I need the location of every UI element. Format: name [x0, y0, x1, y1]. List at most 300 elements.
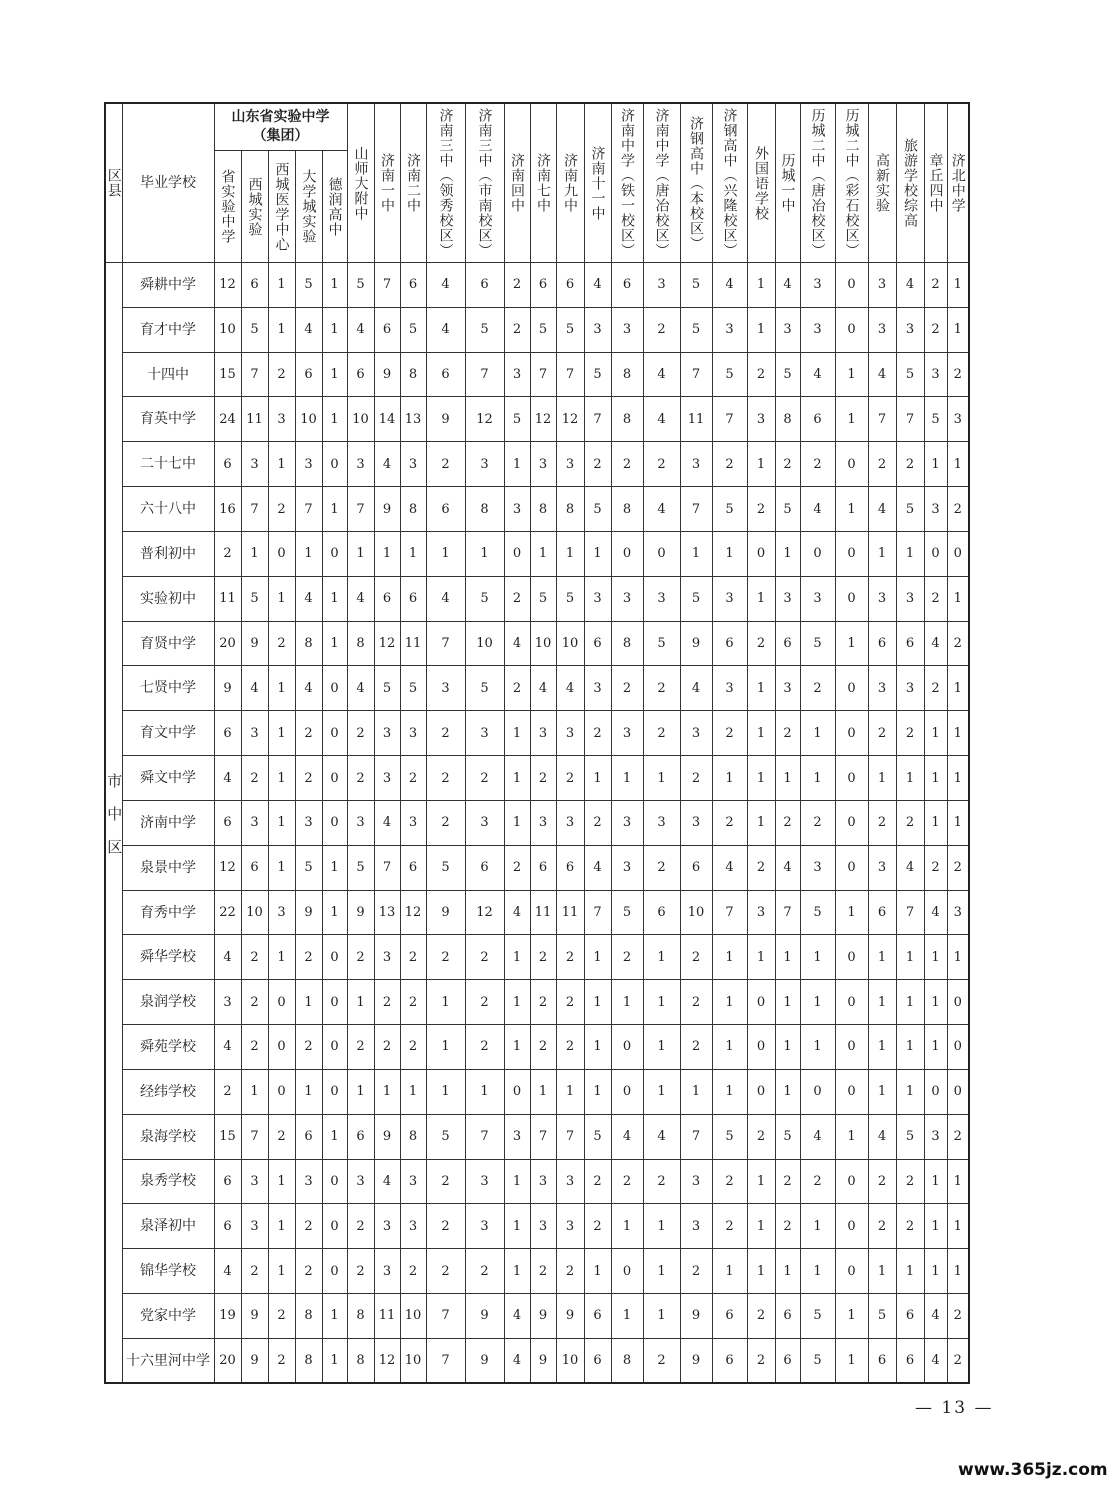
quota-cell: 2: [504, 576, 530, 621]
quota-cell: 0: [835, 756, 868, 801]
quota-cell: 9: [374, 487, 400, 532]
quota-cell: 1: [947, 263, 969, 308]
quota-cell: 6: [400, 576, 426, 621]
quota-cell: 2: [775, 1159, 800, 1204]
quota-cell: 5: [800, 890, 835, 935]
quota-cell: 4: [214, 935, 241, 980]
school-name: 舜文中学: [122, 756, 214, 801]
quota-cell: 6: [530, 263, 556, 308]
quota-cell: 6: [868, 621, 896, 666]
quota-cell: 4: [896, 263, 924, 308]
quota-cell: 19: [214, 1294, 241, 1339]
column-header: 高新实验: [868, 103, 896, 263]
quota-cell: 4: [924, 1294, 947, 1339]
quota-cell: 2: [775, 711, 800, 756]
quota-cell: 2: [747, 487, 775, 532]
group-column-header: 德润高中: [322, 151, 347, 263]
quota-cell: 2: [611, 442, 643, 487]
quota-cell: 3: [680, 1204, 712, 1249]
quota-cell: 7: [712, 890, 747, 935]
quota-cell: 11: [400, 621, 426, 666]
quota-cell: 3: [747, 397, 775, 442]
quota-cell: 8: [400, 487, 426, 532]
quota-cell: 2: [465, 756, 504, 801]
quota-cell: 1: [426, 531, 465, 576]
quota-cell: 1: [374, 531, 400, 576]
quota-cell: 1: [347, 980, 374, 1025]
quota-cell: 4: [426, 576, 465, 621]
group-column-header: 西城实验: [241, 151, 268, 263]
quota-cell: 9: [241, 621, 268, 666]
table-row: [105, 263, 969, 308]
table-row: [105, 1069, 969, 1114]
quota-cell: 6: [584, 1294, 611, 1339]
quota-cell: 4: [504, 890, 530, 935]
quota-cell: 4: [712, 845, 747, 890]
quota-cell: 1: [747, 1159, 775, 1204]
quota-cell: 4: [643, 487, 680, 532]
quota-cell: 7: [295, 487, 322, 532]
quota-cell: 22: [214, 890, 241, 935]
quota-cell: 8: [400, 1114, 426, 1159]
quota-cell: 0: [643, 531, 680, 576]
quota-cell: 1: [400, 1069, 426, 1114]
quota-cell: 6: [374, 576, 400, 621]
quota-cell: 0: [747, 531, 775, 576]
quota-cell: 0: [800, 531, 835, 576]
quota-cell: 0: [268, 531, 295, 576]
table-row: [105, 531, 969, 576]
quota-cell: 2: [584, 1204, 611, 1249]
column-header: 济南中学（铁一校区）: [611, 103, 643, 263]
quota-cell: 4: [868, 1114, 896, 1159]
quota-cell: 12: [400, 890, 426, 935]
quota-cell: 7: [680, 1114, 712, 1159]
quota-cell: 1: [896, 980, 924, 1025]
quota-cell: 8: [400, 352, 426, 397]
quota-cell: 9: [556, 1294, 584, 1339]
quota-cell: 9: [241, 1294, 268, 1339]
quota-cell: 1: [322, 845, 347, 890]
quota-cell: 2: [947, 1114, 969, 1159]
quota-cell: 1: [947, 442, 969, 487]
quota-cell: 9: [347, 890, 374, 935]
quota-cell: 0: [504, 1069, 530, 1114]
quota-cell: 0: [611, 1025, 643, 1070]
quota-cell: 1: [747, 666, 775, 711]
quota-cell: 3: [868, 666, 896, 711]
quota-cell: 9: [465, 1338, 504, 1383]
quota-cell: 3: [347, 442, 374, 487]
quota-cell: 3: [584, 307, 611, 352]
quota-cell: 3: [800, 263, 835, 308]
quota-cell: 2: [374, 1025, 400, 1070]
quota-cell: 2: [268, 1338, 295, 1383]
quota-cell: 7: [775, 890, 800, 935]
quota-cell: 2: [947, 1294, 969, 1339]
quota-cell: 1: [400, 531, 426, 576]
column-header: 济北中学: [947, 103, 969, 263]
quota-cell: 2: [347, 711, 374, 756]
quota-cell: 2: [400, 980, 426, 1025]
quota-cell: 2: [924, 576, 947, 621]
quota-cell: 1: [268, 935, 295, 980]
quota-cell: 13: [400, 397, 426, 442]
quota-cell: 0: [835, 711, 868, 756]
quota-cell: 2: [556, 980, 584, 1025]
quota-cell: 1: [947, 756, 969, 801]
school-name: 十四中: [122, 352, 214, 397]
quota-cell: 1: [465, 531, 504, 576]
quota-cell: 5: [924, 397, 947, 442]
quota-cell: 7: [374, 845, 400, 890]
quota-cell: 3: [924, 487, 947, 532]
quota-cell: 1: [680, 1069, 712, 1114]
quota-cell: 2: [868, 711, 896, 756]
quota-cell: 9: [426, 890, 465, 935]
quota-cell: 12: [530, 397, 556, 442]
quota-cell: 2: [504, 845, 530, 890]
quota-cell: 7: [712, 397, 747, 442]
quota-cell: 1: [680, 531, 712, 576]
quota-cell: 7: [347, 487, 374, 532]
quota-cell: 1: [924, 1159, 947, 1204]
quota-cell: 2: [643, 1338, 680, 1383]
quota-cell: 0: [835, 800, 868, 845]
quota-cell: 2: [465, 935, 504, 980]
quota-cell: 4: [347, 666, 374, 711]
quota-cell: 3: [556, 800, 584, 845]
quota-cell: 4: [775, 263, 800, 308]
quota-cell: 1: [504, 1204, 530, 1249]
group-column-header: 省实验中学: [214, 151, 241, 263]
quota-cell: 7: [530, 1114, 556, 1159]
quota-cell: 2: [712, 1204, 747, 1249]
quota-cell: 4: [374, 800, 400, 845]
quota-cell: 3: [643, 800, 680, 845]
school-name: 育文中学: [122, 711, 214, 756]
quota-cell: 6: [214, 1159, 241, 1204]
quota-cell: 1: [584, 1025, 611, 1070]
quota-cell: 7: [241, 487, 268, 532]
quota-cell: 2: [530, 1249, 556, 1294]
quota-cell: 12: [465, 890, 504, 935]
quota-cell: 4: [295, 307, 322, 352]
quota-cell: 3: [556, 711, 584, 756]
quota-cell: 1: [584, 531, 611, 576]
district-cell: 市中区: [105, 263, 122, 1384]
quota-cell: 2: [611, 935, 643, 980]
quota-cell: 1: [268, 1159, 295, 1204]
quota-cell: 3: [800, 845, 835, 890]
quota-cell: 2: [556, 1025, 584, 1070]
quota-cell: 1: [643, 1249, 680, 1294]
quota-cell: 10: [214, 307, 241, 352]
quota-cell: 1: [868, 756, 896, 801]
quota-cell: 1: [268, 1249, 295, 1294]
quota-cell: 3: [775, 576, 800, 621]
quota-cell: 3: [295, 1159, 322, 1204]
quota-cell: 1: [924, 1025, 947, 1070]
column-header: 济南七中: [530, 103, 556, 263]
quota-cell: 1: [643, 1025, 680, 1070]
quota-cell: 6: [712, 621, 747, 666]
column-header: 历城二中（唐冶校区）: [800, 103, 835, 263]
quota-cell: 2: [775, 442, 800, 487]
quota-cell: 0: [268, 1069, 295, 1114]
quota-cell: 1: [924, 1204, 947, 1249]
quota-cell: 6: [241, 845, 268, 890]
quota-cell: 7: [241, 1114, 268, 1159]
quota-cell: 3: [347, 800, 374, 845]
quota-cell: 2: [556, 756, 584, 801]
quota-cell: 4: [347, 307, 374, 352]
column-header: 济南一中: [374, 103, 400, 263]
quota-cell: 1: [835, 397, 868, 442]
quota-cell: 3: [800, 576, 835, 621]
quota-cell: 5: [896, 487, 924, 532]
quota-cell: 0: [947, 1025, 969, 1070]
quota-cell: 6: [896, 1338, 924, 1383]
quota-cell: 2: [680, 1025, 712, 1070]
quota-cell: 3: [530, 800, 556, 845]
quota-cell: 2: [643, 711, 680, 756]
table-row: [105, 576, 969, 621]
quota-cell: 2: [268, 621, 295, 666]
quota-cell: 1: [775, 935, 800, 980]
quota-cell: 11: [530, 890, 556, 935]
quota-cell: 8: [611, 621, 643, 666]
quota-cell: 4: [800, 352, 835, 397]
quota-cell: 3: [295, 800, 322, 845]
quota-cell: 2: [465, 1249, 504, 1294]
quota-cell: 20: [214, 1338, 241, 1383]
quota-cell: 0: [835, 1069, 868, 1114]
school-name: 舜华学校: [122, 935, 214, 980]
quota-cell: 6: [584, 621, 611, 666]
quota-cell: 6: [400, 263, 426, 308]
quota-cell: 2: [868, 1159, 896, 1204]
quota-cell: 2: [747, 1114, 775, 1159]
quota-cell: 6: [643, 890, 680, 935]
quota-cell: 2: [268, 487, 295, 532]
quota-cell: 2: [747, 845, 775, 890]
quota-cell: 2: [295, 756, 322, 801]
table-row: [105, 756, 969, 801]
column-header: 旅游学校综高: [896, 103, 924, 263]
quota-cell: 1: [947, 1249, 969, 1294]
quota-cell: 7: [465, 1114, 504, 1159]
quota-cell: 3: [426, 666, 465, 711]
quota-cell: 2: [712, 442, 747, 487]
quota-cell: 6: [712, 1338, 747, 1383]
quota-cell: 2: [556, 1249, 584, 1294]
quota-cell: 4: [556, 666, 584, 711]
quota-cell: 3: [374, 1249, 400, 1294]
group-column-header: 大学城实验: [295, 151, 322, 263]
quota-cell: 1: [295, 531, 322, 576]
quota-cell: 6: [556, 845, 584, 890]
quota-cell: 11: [680, 397, 712, 442]
quota-cell: 6: [556, 263, 584, 308]
quota-cell: 2: [712, 1159, 747, 1204]
quota-cell: 6: [374, 307, 400, 352]
quota-cell: 1: [322, 1338, 347, 1383]
quota-cell: 5: [800, 621, 835, 666]
quota-cell: 3: [374, 935, 400, 980]
quota-cell: 12: [465, 397, 504, 442]
quota-cell: 0: [611, 1069, 643, 1114]
quota-cell: 0: [322, 711, 347, 756]
quota-cell: 0: [322, 1159, 347, 1204]
quota-cell: 1: [747, 1249, 775, 1294]
page-number: — 13 —: [915, 1398, 994, 1418]
quota-cell: 1: [241, 1069, 268, 1114]
quota-cell: 6: [868, 890, 896, 935]
quota-cell: 5: [400, 666, 426, 711]
quota-cell: 10: [295, 397, 322, 442]
quota-cell: 6: [214, 800, 241, 845]
quota-cell: 8: [611, 1338, 643, 1383]
school-name: 育秀中学: [122, 890, 214, 935]
quota-cell: 0: [322, 442, 347, 487]
quota-cell: 1: [712, 1069, 747, 1114]
column-header: 济南十一中: [584, 103, 611, 263]
quota-cell: 9: [680, 1338, 712, 1383]
table-row: [105, 711, 969, 756]
quota-cell: 3: [924, 352, 947, 397]
quota-cell: 1: [924, 756, 947, 801]
quota-cell: 4: [924, 1338, 947, 1383]
quota-cell: 2: [530, 756, 556, 801]
quota-cell: 0: [835, 1025, 868, 1070]
quota-cell: 6: [347, 1114, 374, 1159]
quota-cell: 2: [530, 1025, 556, 1070]
quota-cell: 2: [896, 1204, 924, 1249]
quota-cell: 2: [347, 1249, 374, 1294]
quota-cell: 2: [680, 935, 712, 980]
quota-cell: 1: [835, 1294, 868, 1339]
quota-cell: 5: [775, 1114, 800, 1159]
column-header: 济南三中（领秀校区）: [426, 103, 465, 263]
quota-cell: 3: [611, 576, 643, 621]
quota-cell: 5: [680, 263, 712, 308]
quota-cell: 1: [268, 442, 295, 487]
quota-cell: 2: [747, 1338, 775, 1383]
quota-cell: 3: [584, 576, 611, 621]
quota-cell: 2: [504, 263, 530, 308]
quota-cell: 2: [643, 666, 680, 711]
quota-cell: 1: [426, 980, 465, 1025]
quota-cell: 3: [775, 307, 800, 352]
quota-cell: 5: [556, 576, 584, 621]
column-header: 济南二中: [400, 103, 426, 263]
quota-cell: 1: [322, 263, 347, 308]
quota-cell: 7: [241, 352, 268, 397]
quota-cell: 5: [374, 666, 400, 711]
quota-cell: 0: [322, 666, 347, 711]
quota-cell: 0: [322, 1069, 347, 1114]
quota-cell: 24: [214, 397, 241, 442]
quota-cell: 2: [347, 935, 374, 980]
quota-cell: 4: [504, 1294, 530, 1339]
quota-cell: 10: [556, 1338, 584, 1383]
quota-cell: 1: [947, 307, 969, 352]
school-name: 党家中学: [122, 1294, 214, 1339]
quota-cell: 7: [896, 397, 924, 442]
quota-cell: 3: [556, 1159, 584, 1204]
quota-cell: 3: [775, 666, 800, 711]
school-name: 舜耕中学: [122, 263, 214, 308]
quota-cell: 1: [643, 935, 680, 980]
quota-cell: 2: [712, 711, 747, 756]
quota-cell: 1: [835, 352, 868, 397]
quota-cell: 1: [322, 1114, 347, 1159]
quota-cell: 2: [611, 1159, 643, 1204]
quota-cell: 1: [775, 1025, 800, 1070]
quota-cell: 1: [241, 531, 268, 576]
table-row: [105, 307, 969, 352]
quota-cell: 3: [896, 576, 924, 621]
quota-cell: 1: [556, 1069, 584, 1114]
quota-cell: 6: [347, 352, 374, 397]
quota-cell: 2: [426, 935, 465, 980]
quota-cell: 0: [747, 1025, 775, 1070]
quota-cell: 4: [924, 890, 947, 935]
quota-cell: 2: [347, 756, 374, 801]
quota-cell: 8: [775, 397, 800, 442]
quota-cell: 0: [322, 531, 347, 576]
quota-cell: 1: [747, 263, 775, 308]
school-name: 锦华学校: [122, 1249, 214, 1294]
quota-cell: 0: [268, 980, 295, 1025]
quota-cell: 5: [896, 352, 924, 397]
quota-cell: 2: [530, 980, 556, 1025]
quota-cell: 6: [896, 621, 924, 666]
quota-cell: 2: [896, 442, 924, 487]
quota-cell: 5: [584, 1114, 611, 1159]
quota-cell: 2: [504, 666, 530, 711]
quota-cell: 2: [400, 1025, 426, 1070]
school-name: 泉润学校: [122, 980, 214, 1025]
column-header: 济南九中: [556, 103, 584, 263]
school-name: 六十八中: [122, 487, 214, 532]
quota-cell: 2: [214, 531, 241, 576]
quota-cell: 1: [584, 980, 611, 1025]
quota-cell: 1: [268, 711, 295, 756]
quota-cell: 4: [295, 576, 322, 621]
quota-cell: 3: [680, 442, 712, 487]
quota-cell: 4: [241, 666, 268, 711]
quota-cell: 2: [924, 666, 947, 711]
quota-cell: 5: [712, 352, 747, 397]
quota-cell: 1: [775, 1069, 800, 1114]
quota-cell: 2: [584, 1159, 611, 1204]
group-header: 山东省实验中学 （集团）: [214, 103, 347, 151]
quota-cell: 2: [643, 1159, 680, 1204]
quota-cell: 3: [712, 576, 747, 621]
quota-cell: 8: [347, 1294, 374, 1339]
table-row: [105, 352, 969, 397]
quota-cell: 3: [868, 263, 896, 308]
quota-cell: 9: [530, 1294, 556, 1339]
quota-cell: 1: [712, 935, 747, 980]
quota-cell: 1: [868, 1025, 896, 1070]
quota-cell: 2: [426, 442, 465, 487]
quota-cell: 10: [465, 621, 504, 666]
table-row: [105, 442, 969, 487]
quota-cell: 0: [322, 1249, 347, 1294]
